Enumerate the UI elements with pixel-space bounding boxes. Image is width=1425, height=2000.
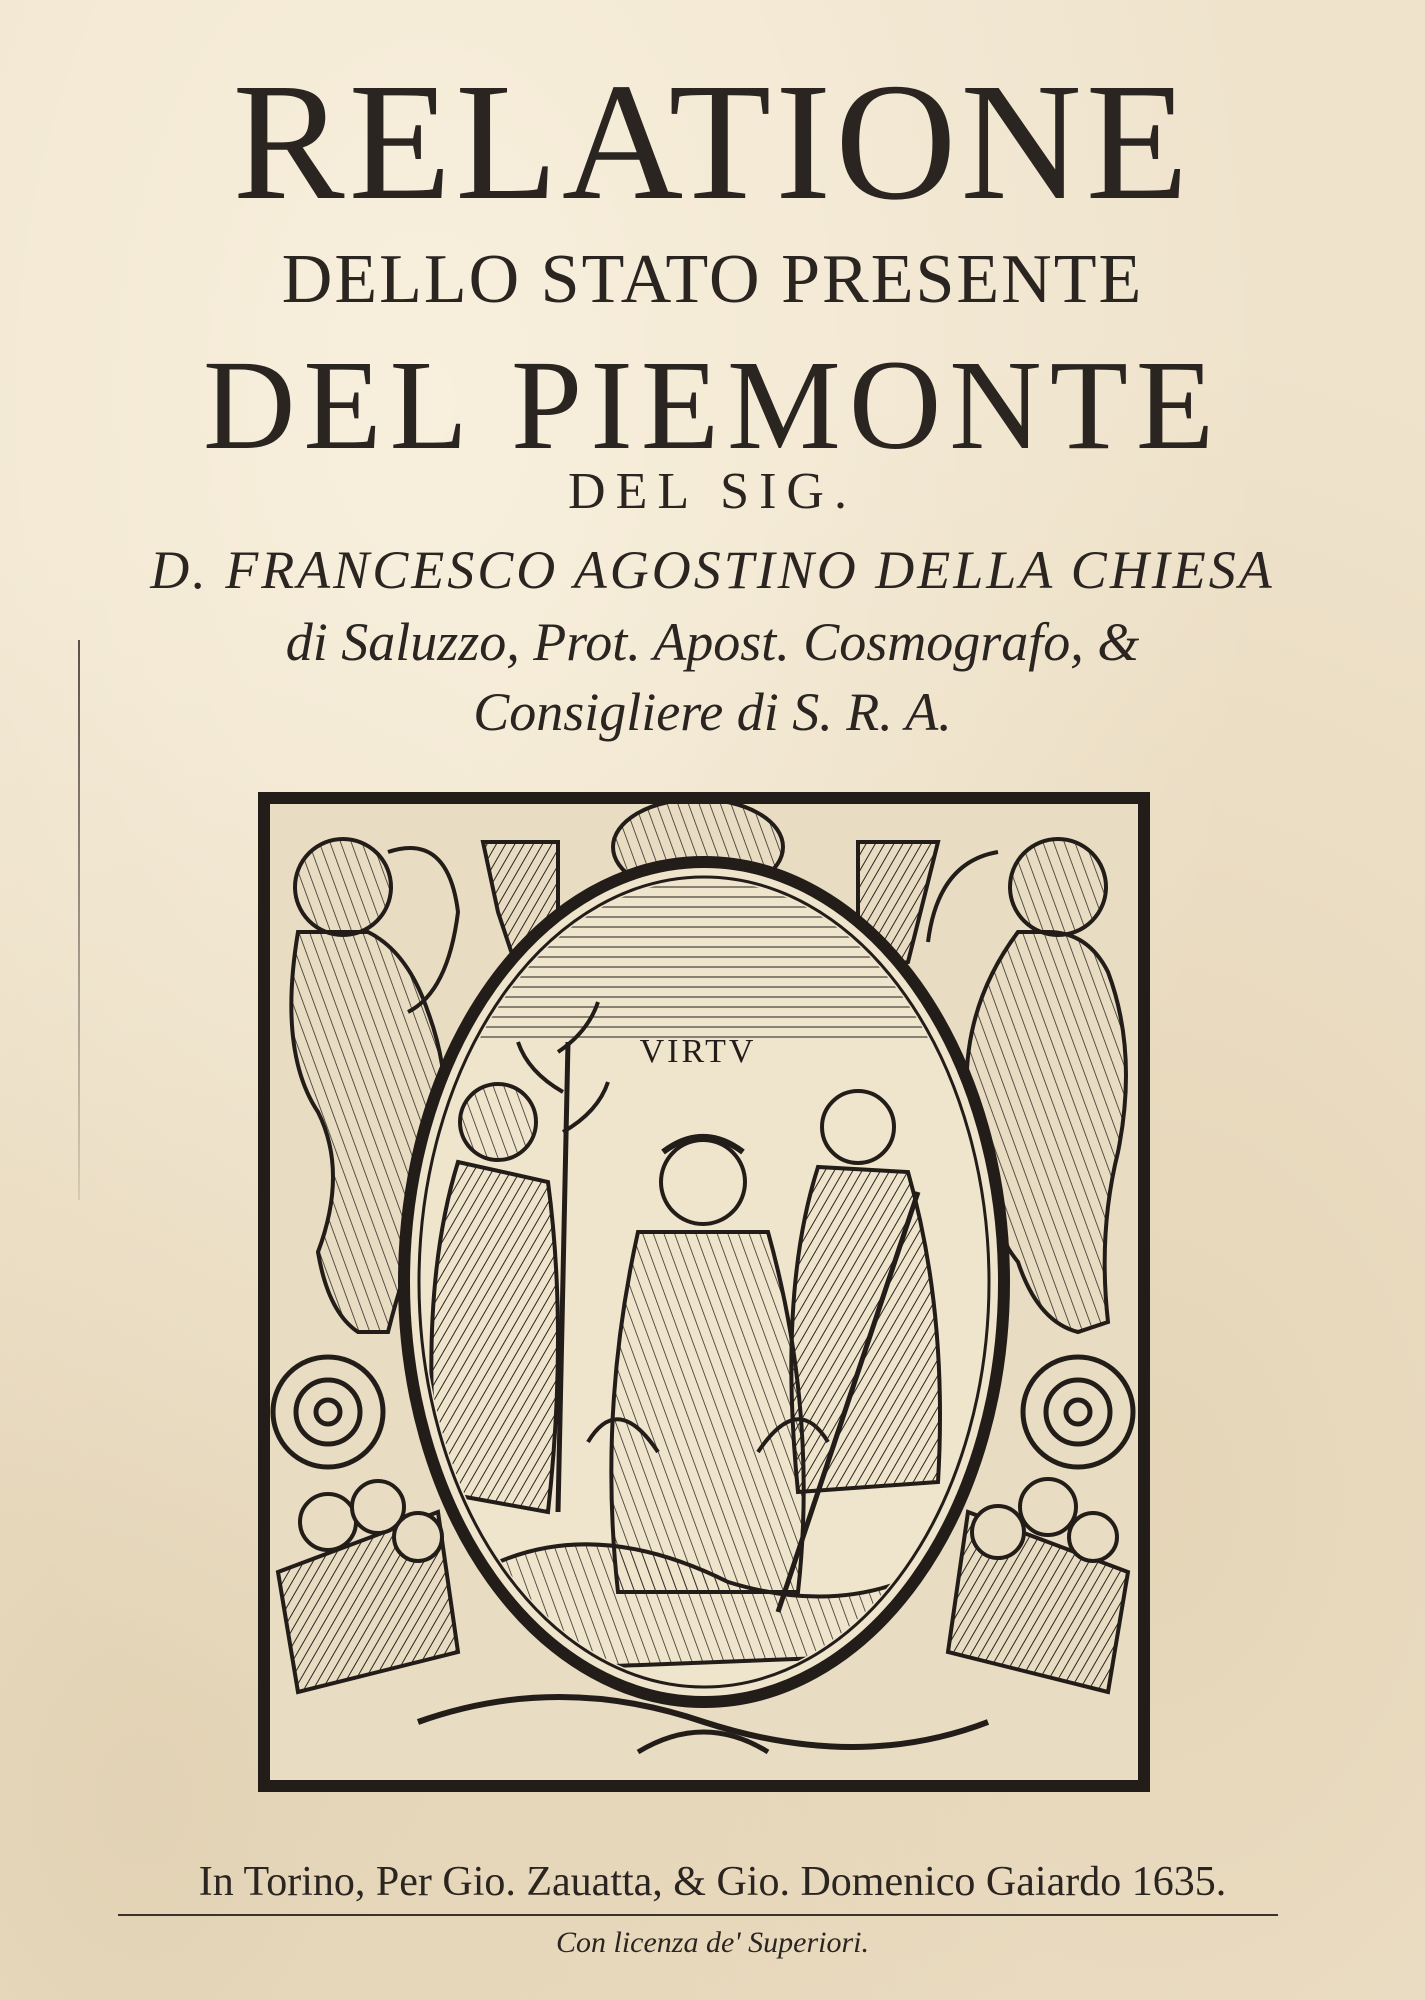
title-line-del-sig: DEL SIG. xyxy=(568,463,857,520)
imprint-rule xyxy=(118,1914,1278,1916)
title-line-stato: DELLO STATO PRESENTE xyxy=(281,241,1144,318)
author-office: Consigliere di S. R. A. xyxy=(473,682,952,742)
woodcut-illustration xyxy=(258,792,1150,1792)
woodcut-motto: VIRTV xyxy=(639,1033,757,1070)
title-line-piemonte: DEL PIEMONTE xyxy=(202,334,1223,476)
license-line: Con licenza de' Superiori. xyxy=(555,1926,870,1959)
imprint-line: In Torino, Per Gio. Zauatta, & Gio. Domenico Gaiardo 1635. xyxy=(198,1859,1227,1905)
left-cornucopia xyxy=(278,1481,458,1692)
author-name: D. FRANCESCO AGOSTINO DELLA CHIESA xyxy=(150,540,1275,600)
title-line-relatione: RELATIONE xyxy=(232,49,1193,235)
author-title: di Saluzzo, Prot. Apost. Cosmografo, & xyxy=(285,612,1140,672)
